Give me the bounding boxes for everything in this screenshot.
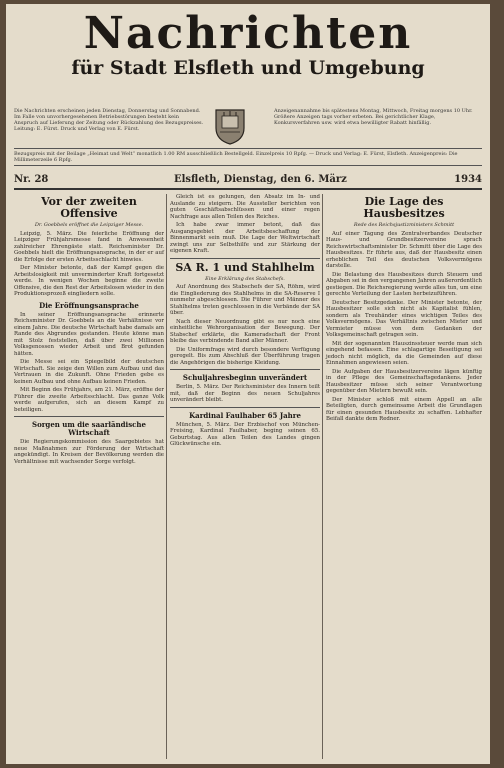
article-paragraph: Der Minister schloß mit einem Appell an alle Beteiligten, durch gemeinsame Arbeit die Grundlagen für einen gesunden Hausbesitz zu schaffen. Lebhafter Beifall dankte dem Redner. <box>326 396 482 422</box>
article-paragraph: Nach dieser Neuordnung gibt es nur noch eine einheitliche Wehrorganisation der Bewegung. Der Stabschef erklärte, die Kameradschaft der Front bleibe das verbindende Band aller Männer. <box>170 318 320 344</box>
town-crest-icon <box>212 106 248 146</box>
article-paragraph: Deutscher Besitzgedanke. Der Minister betonte, der Hausbesitzer solle sich nicht als Kapitalist fühlen, sondern als Treuhänder eines wichtigen Teiles des Volksvermögens. Das Verhältnis zwischen Mieter und Vermieter müsse von dem Gedanken der Volksgemeinschaft getragen sein. <box>326 299 482 338</box>
article-paragraph: Mit der sogenannten Hauszinssteuer werde man sich eingehend befassen. Eine schlagartige Beseitigung sei jedoch nicht möglich, da die Gemeinden auf diese Einnahmen angewiesen seien. <box>326 340 482 366</box>
article-paragraph: Der Minister betonte, daß der Kampf gegen die Arbeitslosigkeit mit unverminderter Kraft fortgesetzt werde. In wenigen Wochen beginne die zweite Offensive, die den Rest der Arbeitslosen wieder in den Produktionsprozeß eingliedern solle. <box>14 265 164 297</box>
article-subheading: Sorgen um die saarländische Wirtschaft <box>32 420 146 437</box>
article-subheading: Schuljahresbeginn unverändert <box>182 373 308 382</box>
issue-number: Nr. 28 <box>14 174 49 185</box>
newspaper-subtitle: für Stadt Elsfleth und Umgebung <box>71 57 425 79</box>
article-subheading: Kardinal Faulhaber 65 Jahre <box>189 410 301 420</box>
article-headline: SA R. 1 und Stahlhelm <box>175 260 315 274</box>
newspaper-page <box>6 4 490 764</box>
subscription-notice: Bezugspreis mit der Beilage „Heimat und Welt“ monatlich 1.00 RM ausschließlich Bestellgeld. Einzelpreis 10 Rpfg. — Druck und Verlag: E. Fürst, Elsfleth. Anzeigenpreis: Die Millimeterzeile 6 Rpfg. <box>14 148 482 166</box>
column-1 <box>14 194 164 467</box>
article-headline: Vor der zweiten Offensive <box>41 195 137 220</box>
article-paragraph: Leipzig, 5. März. Die feierliche Eröffnung der Leipziger Frühjahrsmesse fand in Anwesenheit zahlreicher Ehrengäste statt. Reichsminister Dr. Goebbels hielt die Eröffnungsansprache, in der er auf die Erfolge der ersten Arbeitsschlacht hinwies. <box>14 230 164 263</box>
article-paragraph: Die Messe sei ein Spiegelbild der deutschen Wirtschaft. Sie zeige den Willen zum Aufbau und das Vertrauen in die Zukunft. Ohne Frieden gebe es keinen Aufbau und ohne Aufbau keinen Frieden. <box>14 359 164 385</box>
article-paragraph: Die Belastung des Hausbesitzes durch Steuern und Abgaben sei in den vergangenen Jahren außerordentlich gestiegen. Die Reichsregierung werde alles tun, um eine gerechte Verteilung der Lasten herbeizuführen. <box>326 271 482 297</box>
article-paragraph: Auf einer Tagung des Zentralverbandes Deutscher Haus- und Grundbesitzervereine sprach Reichswirtschaftsminister Dr. Schmitt über die Lage des Hausbesitzes. Er führte aus, daß der Hausbesitz einen erheblichen Teil des deutschen Volksvermögens darstelle. <box>326 230 482 269</box>
article-paragraph: Ich habe zwar immer betont, daß das Ausgangsgebiet der Arbeitsbeschaffung der Binnenmarkt sein muß. Die Lage der Weltwirtschaft zwingt uns zur Selbsthilfe und zur Stärkung der eigenen Kraft. <box>170 222 320 254</box>
article-paragraph: Die Aufgaben der Hausbesitzervereine lägen künftig in der Pflege des Gemeinschaftsgedankens. Jeder Hausbesitzer müsse sich seiner Verantwortung gegenüber den Mietern bewußt sein. <box>326 368 482 394</box>
article-paragraph: Gleich ist es gelungen, den Absatz im In- und Auslande zu steigern. Die Aussteller berichten von guten Geschäftsabschlüssen und einer regen Nachfrage aus allen Teilen des Reiches. <box>170 194 320 220</box>
article-subheading: Die Eröffnungsansprache <box>39 300 139 310</box>
article-byline: Rede des Reichsjustizministers Schmitt <box>353 222 455 228</box>
divider <box>170 258 320 259</box>
column-divider <box>166 194 167 759</box>
column-2 <box>170 194 320 450</box>
newspaper-title: Nachrichten <box>83 8 413 59</box>
issue-date: Elsfleth, Dienstag, den 6. März <box>174 174 347 185</box>
issue-year: 1934 <box>454 174 482 185</box>
masthead <box>16 8 480 79</box>
article-byline: Eine Erklärung des Stabschefs. <box>205 275 285 282</box>
article-byline: Dr. Goebbels eröffnet die Leipziger Messe. <box>34 222 144 228</box>
article-paragraph: Auf Anordnung des Stabschefs der SA, Röhm, wird die Eingliederung des Stahlhelms in die SA-Reserve I nunmehr abgeschlossen. Die Führer und Männer des Stahlhelms treten geschlossen in die Verbände der SA über. <box>170 284 320 316</box>
column-divider <box>322 194 323 759</box>
article-paragraph: In seiner Eröffnungsansprache erinnerte Reichsminister Dr. Goebbels an die Verhältnisse vor einem Jahre. Die deutsche Wirtschaft habe damals am Rande des Abgrundes gestanden. Heute könne man mit Stolz feststellen, daß über zwei Millionen Volksgenossen wieder Arbeit und Brot gefunden hätten. <box>14 311 164 357</box>
dateline <box>14 174 482 190</box>
article-paragraph: Die Uniformfrage wird durch besondere Verfügung geregelt. Bis zum Abschluß der Überführung tragen die Angehörigen die bisherige Kleidung. <box>170 346 320 366</box>
article-paragraph: Berlin, 5. März. Der Reichsminister des Innern teilt mit, daß der Beginn des neuen Schuljahres unverändert bleibt. <box>170 384 320 403</box>
divider <box>14 416 164 417</box>
article-paragraph: München, 5. März. Der Erzbischof von München-Freising, Kardinal Faulhaber, beging seinen 65. Geburtstag. Aus allen Teilen des Landes gingen Glückwünsche ein. <box>170 421 320 447</box>
publication-info <box>14 108 482 140</box>
article-headline: Die Lage des Hausbesitzes <box>363 195 445 220</box>
divider <box>170 407 320 408</box>
info-left: Die Nachrichten erscheinen jeden Dienstag, Donnerstag und Sonnabend. Im Falle von unvorhergesehenen Betriebsstörungen besteht kein Anspruch auf Lieferung der Zeitung oder Rückzahlung des Bezugspreises. Leitung: E. Fürst. Druck und Verlag von E. Fürst. <box>14 108 204 132</box>
info-right: Anzeigenannahme bis spätestens Montag, Mittwoch, Freitag morgens 10 Uhr. Größere Anzeigen tags vorher erbeten. Bei gerichtlicher Klage, Konkursverfahren usw. wird etwa bewilligter Rabatt hinfällig. <box>274 108 473 126</box>
article-paragraph: Die Regierungskommission des Saargebietes hat neue Maßnahmen zur Förderung der Wirtschaft angekündigt. In Kreisen der Bevölkerung werden die Verhältnisse mit wachsender Sorge verfolgt. <box>14 439 164 465</box>
divider <box>170 369 320 370</box>
article-paragraph: Mit Beginn des Frühjahrs, am 21. März, eröffne der Führer die zweite Arbeitsschlacht. Das ganze Volk werde aufgerufen, sich an diesem Kampf zu beteiligen. <box>14 387 164 413</box>
column-3 <box>326 194 482 425</box>
